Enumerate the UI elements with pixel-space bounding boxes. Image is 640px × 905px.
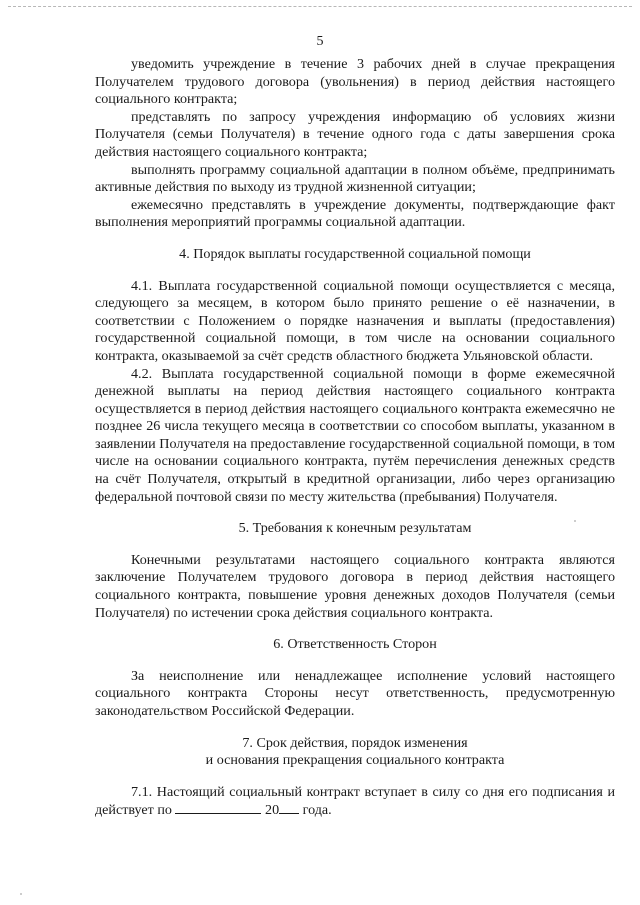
year-prefix: 20 bbox=[265, 802, 280, 819]
year-word: года. bbox=[302, 802, 332, 819]
year-blank bbox=[279, 801, 299, 814]
scan-edge-line bbox=[8, 6, 632, 7]
page-number: 5 bbox=[316, 34, 324, 49]
section-4-paragraph-2: 4.2. Выплата государственной социальной помощи в форме ежемесячной денежной выплаты на период действия настоящего социального контракта осуществляется в период действия настоящего социального контракта ежемесячно не позднее 26 числа текущего месяца в соответствии со способом выплаты, указанном в заявлении Получателя на предоставление государственной социальной помощи, в том числе на основании социального контракта, путём перечисления денежных средств на счёт Получателя, открытый в кредитной организации, либо через организацию федеральной почтовой связи по месту жительства (пребывания) Получателя. bbox=[95, 365, 615, 505]
obligation-item: уведомить учреждение в течение 3 рабочих дней в случае прекращения Получателем трудового договора (увольнения) в период действия настоящего социального контракта; bbox=[95, 56, 615, 108]
document-body bbox=[95, 56, 615, 820]
obligation-item: выполнять программу социальной адаптации в полном объёме, предпринимать активные действия по выходу из трудной жизненной ситуации; bbox=[95, 161, 615, 196]
scan-speck bbox=[20, 893, 22, 895]
section-5-paragraph-1: Конечными результатами настоящего социального контракта являются заключение Получателем трудового договора в период действия настоящего социального контракта, повышение уровня денежных доходов Получателя (семьи Получателя) по истечении срока действия социального контракта. bbox=[95, 551, 615, 621]
section-6-heading: 6. Ответственность Сторон bbox=[273, 636, 437, 653]
section-7-heading-line-1: 7. Срок действия, порядок изменения bbox=[242, 734, 468, 751]
contract-term-text: 7.1. Настоящий социальный контракт вступает в силу со дня его подписания и действует по bbox=[95, 783, 615, 819]
section-6-paragraph-1: За неисполнение или ненадлежащее исполнение условий настоящего социального контракта Стороны несут ответственность, предусмотренную законодательством Российской Федерации. bbox=[95, 667, 615, 719]
section-4-paragraph-1: 4.1. Выплата государственной социальной помощи осуществляется с месяца, следующего за месяцем, в котором было принято решение о её назначении, в соответствии с Положением о порядке назначения и выплаты (предоставления) государственной социальной помощи, в том числе на основании социального контракта, оказываемой за счёт средств областного бюджета Ульяновской области. bbox=[95, 277, 615, 364]
section-4-heading: 4. Порядок выплаты государственной социальной помощи bbox=[179, 245, 531, 262]
section-7-heading-line-2: и основания прекращения социального контракта bbox=[205, 752, 505, 769]
obligation-item: представлять по запросу учреждения информацию об условиях жизни Получателя (семьи Получателя) в течение одного года с даты завершения срока действия настоящего социального контракта; bbox=[95, 108, 615, 160]
end-date-blank bbox=[175, 801, 261, 814]
obligation-item: ежемесячно представлять в учреждение документы, подтверждающие факт выполнения мероприятий программы социальной адаптации. bbox=[95, 196, 615, 231]
section-7-paragraph-1 bbox=[95, 784, 615, 820]
section-5-heading: 5. Требования к конечным результатам bbox=[238, 520, 472, 537]
